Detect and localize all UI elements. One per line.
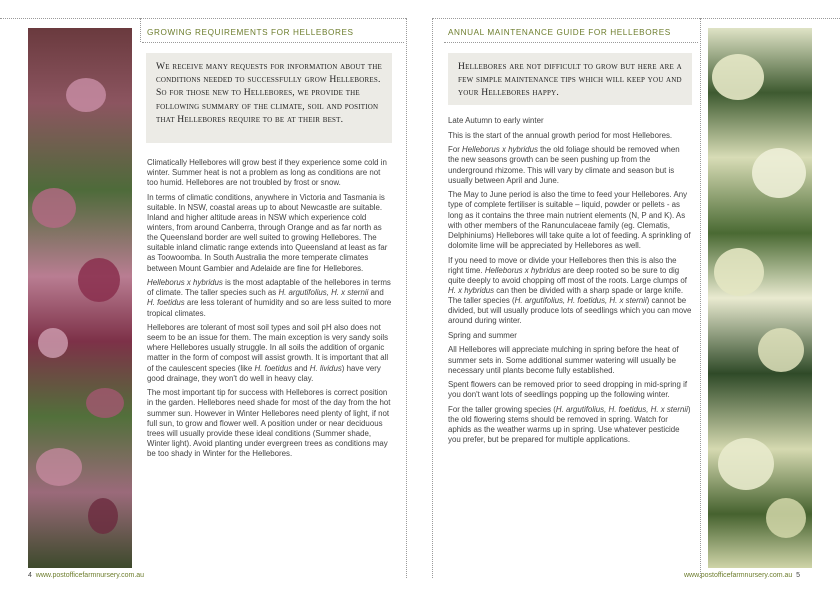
right-callout-text: Hellebores are not difficult to grow but here are a few simple maintenance tips which will keep you and your Hellebores happy. xyxy=(458,61,682,99)
column-rule-left xyxy=(406,18,407,578)
top-rule-right xyxy=(432,18,840,19)
left-footer xyxy=(28,572,144,579)
right-intro-callout xyxy=(448,53,692,105)
hellebore-photo-pink xyxy=(28,28,132,568)
subheading-autumn: Late Autumn to early winter xyxy=(448,116,544,125)
left-callout-text: We receive many requests for information about the conditions needed to successfully grow Hellebores. So for those new to Hellebores, we provide the following summary of the climate, soil and position that Hellebores require to be at their best. xyxy=(156,61,383,125)
regions-paragraph: In terms of climatic conditions, anywhere in Victoria and Tasmania is suitable. In NSW, coastal areas up to about Newcastle are suitable. Inland and higher altitude areas in NSW which experience cold winters, from around Canberra, through Orange and as far north as the Queensland border are well suited to growing Hellebores. The suitable inland climatic range extends into Queensland at least as far as Toowoomba. In South Australia the more temperate climates between Mount Gambier and Adelaide are fine for Hellebores. xyxy=(147,192,388,273)
foliage-paragraph: For Helleborus x hybridus the old foliage should be removed when the new seasons growth can be seen pushing up from the underground rhizome. This will vary by climate and season but is usually between April and June. xyxy=(448,145,680,185)
right-footer xyxy=(684,572,800,579)
right-section-heading: ANNUAL MAINTENANCE GUIDE FOR HELLEBORES xyxy=(448,28,671,37)
footer-url-left[interactable]: www.postofficefarmnursery.com.au xyxy=(35,572,145,579)
dividing-paragraph: If you need to move or divide your Hellebores then this is also the right time. Helleborus x hybridus are deep rooted so be sure to dig quite deeply to avoid chopping off most of the roots. Large clumps of H. x hybridus can then be divided with a sharp spade or large knife. The taller species (H. argutifolius, H. foetidus, H. x sternii) cannot be divided, but will usually produce lots of seedlings which you can move around during winter. xyxy=(448,255,692,326)
soil-paragraph: Hellebores are tolerant of most soil types and soil pH also does not seem to be an issue for them. The main exception is very sandy soils where Hellebores usually struggle. In all soils the addition of organic matter in the form of compost will assist growth. It is important that all of the caulescent species (like H. foetidus and H. lividus) have very good drainage, they won't do well in heavy clay. xyxy=(147,323,389,383)
heading-rule-right xyxy=(444,42,698,43)
left-section-heading: GROWING REQUIREMENTS FOR HELLEBORES xyxy=(147,28,354,37)
mulching-paragraph: All Hellebores will appreciate mulching in spring before the heat of summer sets in. Some additional summer watering will usually be necessary until plants become fully established. xyxy=(448,345,679,375)
climate-paragraph: Climatically Hellebores will grow best if they experience some cold in winter. Summer heat is not a problem as long as conditions are not too humid. Hellebores are not troubled by frost or snow. xyxy=(147,158,387,188)
column-rule-right xyxy=(432,18,433,578)
position-paragraph: The most important tip for success with Hellebores is correct position in the garden. Hellebores need shade for most of the day from the hot summer sun. However in Winter Hellebores need plenty of light, if not full sun, to grow and flower well. A position under or near deciduous trees will usually provide these ideal conditions (Summer shade, Winter light). Avoid planting under evergreen trees as conditions may be too shady in Winter for the Hellebores. xyxy=(147,388,391,458)
tall-species-paragraph: For the taller growing species (H. argutifolius, H. foetidus, H. x sternii) the old flowering stems should be removed in spring. Watch for aphids as the weather warms up in spring. Use whatever pesticide you prefer, but be prepared for multiple applications. xyxy=(448,405,691,445)
top-rule-left xyxy=(0,18,406,19)
page-number-left: 4 xyxy=(28,572,32,579)
growth-period-paragraph: This is the start of the annual growth period for most Hellebores. xyxy=(448,130,673,140)
left-body-column xyxy=(147,158,393,464)
hellebore-photo-cream xyxy=(708,28,812,568)
spent-flowers-paragraph: Spent flowers can be removed prior to seed dropping in mid-spring if you don't want lots of seedlings popping up the following winter. xyxy=(448,380,688,400)
left-intro-callout xyxy=(146,53,392,143)
species-climate-paragraph: Helleborus x hybridus is the most adaptable of the hellebores in terms of climate. The taller species such as H. argutifolius, H. x sternii and H. foetidus are less tolerant of humidity and so are less suited to more tropical climates. xyxy=(147,278,392,318)
subheading-spring: Spring and summer xyxy=(448,330,517,340)
footer-url-right[interactable]: www.postofficefarmnursery.com.au xyxy=(684,572,793,579)
right-body-column xyxy=(448,116,692,450)
heading-rule-left xyxy=(142,42,404,43)
gutter-rule-left xyxy=(140,18,141,42)
gutter-rule-right xyxy=(700,18,701,578)
page-number-right: 5 xyxy=(796,572,801,579)
feeding-paragraph: The May to June period is also the time to feed your Hellebores. Any type of complete fertiliser is suitable – liquid, powder or pellets - as long as it contains the three main nutrient elements (N, P and K). As with other members of the Ranunculaceae family (eg. Clematis, Delphiniums) Hellebores will take quite a lot of feeding. A sprinkling of dolomite lime will be appreciated by Hellebores as well. xyxy=(448,190,691,250)
